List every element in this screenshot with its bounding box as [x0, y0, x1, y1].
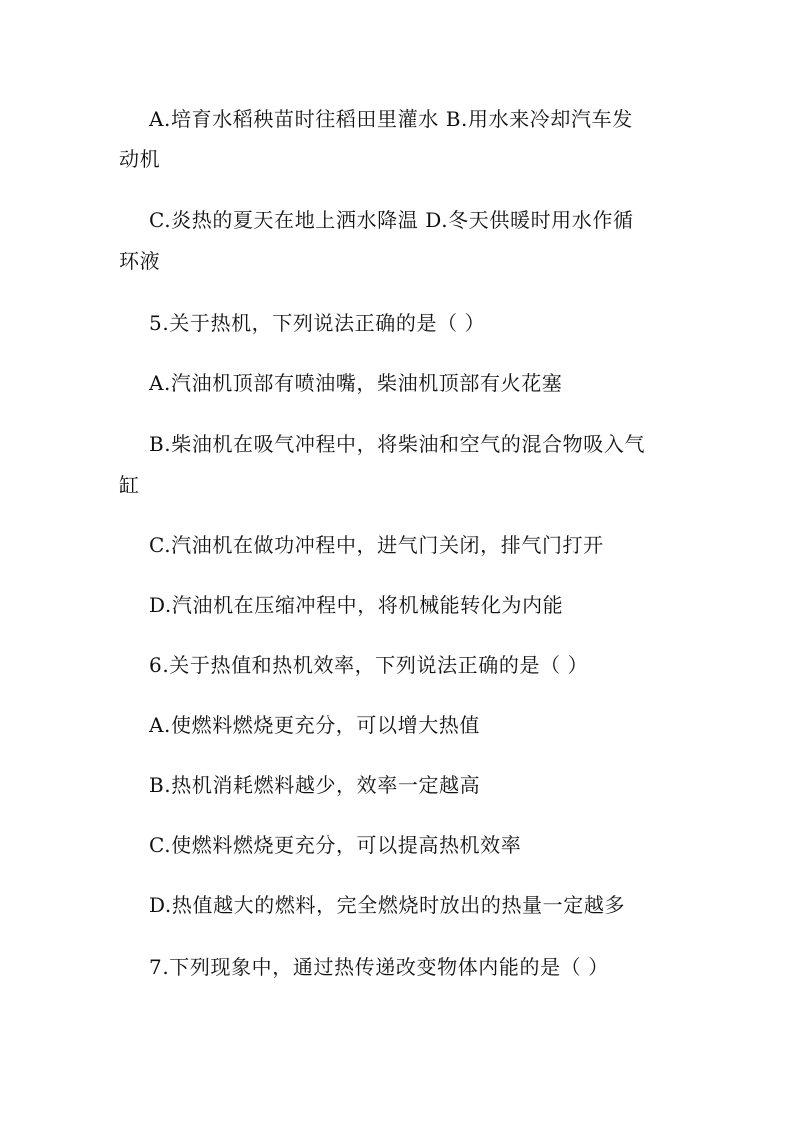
q5-option-d: D.汽油机在压缩冲程中，将机械能转化为内能 [149, 593, 564, 617]
q7-stem: 7.下列现象中，通过热传递改变物体内能的是（ ） [149, 955, 609, 979]
q6-option-a: A.使燃料燃烧更充分，可以增大热值 [149, 713, 481, 737]
q4-options-ab: A.培育水稻秧苗时往稻田里灌水 B.用水来冷却汽车发 [149, 107, 633, 131]
q6-stem: 6.关于热值和热机效率，下列说法正确的是（ ） [149, 653, 589, 677]
q5-stem: 5.关于热机，下列说法正确的是（ ） [149, 311, 486, 335]
q4-options-ab-continued: 动机 [119, 147, 161, 171]
q4-options-cd: C.炎热的夏天在地上洒水降温 D.冬天供暖时用水作循 [149, 208, 634, 232]
q6-option-d: D.热值越大的燃料，完全燃烧时放出的热量一定越多 [149, 893, 626, 917]
q5-option-b-continued: 缸 [119, 473, 140, 497]
q4-options-cd-continued: 环液 [119, 249, 161, 273]
q6-option-b: B.热机消耗燃料越少，效率一定越高 [149, 773, 481, 797]
q6-option-c: C.使燃料燃烧更充分，可以提高热机效率 [149, 833, 522, 857]
q5-option-a: A.汽油机顶部有喷油嘴，柴油机顶部有火花塞 [149, 371, 563, 395]
q5-option-c: C.汽油机在做功冲程中，进气门关闭，排气门打开 [149, 533, 604, 557]
q5-option-b: B.柴油机在吸气冲程中，将柴油和空气的混合物吸入气 [149, 432, 646, 456]
